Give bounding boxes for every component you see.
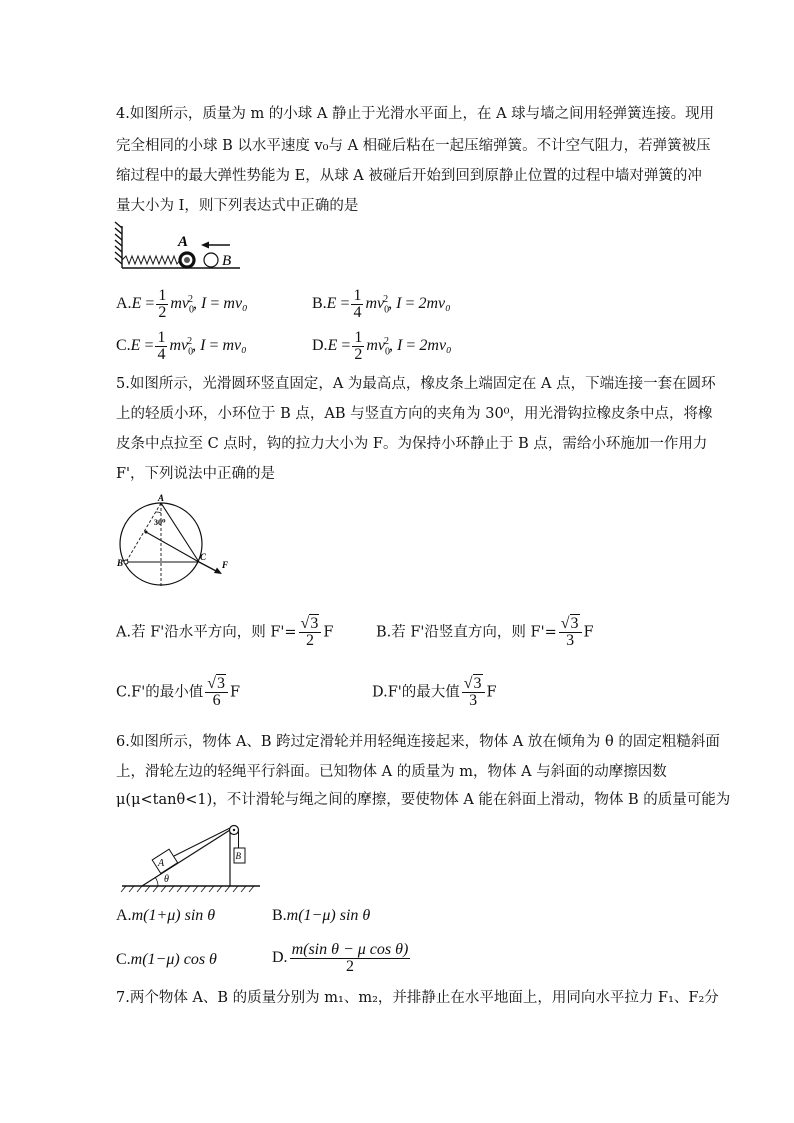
q5-option-d[interactable]: D.F'的最大值 $\frac{√3}{3}$ F	[372, 675, 497, 709]
q5-option-b[interactable]: B.若 F'沿竖直方向，则 F'= $\frac{√3}{3}$ F	[376, 615, 594, 649]
q5-line-3: 皮条中点拉至 C 点时，钩的拉力大小为 F。为保持小环静止于 B 点，需给小环施加一作用力	[116, 436, 708, 452]
label-angle: 30⁰	[154, 518, 166, 527]
ball-b	[204, 253, 218, 267]
q4-option-d[interactable]: D.E = $\frac{1}{2}$ $mv_0^2$, I = 2mv₀	[312, 329, 452, 363]
q6-option-d[interactable]: D. $\frac{\text{m(sin θ − μ cos θ)}}{2}$	[272, 941, 409, 975]
q5-option-c[interactable]: C.F'的最小值 $\frac{√3}{6}$ F	[116, 675, 241, 709]
q4-line-4: 量大小为 I，则下列表达式中正确的是	[116, 198, 359, 214]
label-b: B	[235, 851, 241, 861]
angle-arc	[156, 512, 161, 513]
theta-arc	[156, 878, 159, 886]
label-a: A	[158, 493, 165, 503]
q4-line-1: 4.如图所示，质量为 m 的小球 A 静止于光滑水平面上，在 A 球与墙之间用轻弹簧连接。现用	[116, 106, 715, 122]
label-f: F	[222, 560, 229, 570]
q4-option-c[interactable]: C.E = $\frac{1}{4}$ $mv_0^2$, I = mv₀	[116, 329, 247, 363]
q5-line-4: F'，下列说法中正确的是	[116, 466, 276, 482]
q6-incline-diagram	[118, 814, 268, 894]
wall	[115, 222, 122, 268]
q4-option-b[interactable]: B.E = $\frac{1}{4}$ $mv_0^2$, I = 2mv₀	[312, 287, 451, 321]
q7-line-1: 7.两个物体 A、B 的质量分别为 m₁、m₂，并排静止在水平地面上，用同向水平拉力 F₁、F₂分	[116, 990, 719, 1006]
label-theta: θ	[164, 874, 169, 885]
q4-option-a[interactable]: A.E = $\frac{1}{2}$ $mv_0^2$, I = mv₀	[116, 287, 248, 321]
q4-line-2: 完全相同的小球 B 以水平速度 v₀与 A 相碰后粘在一起压缩弹簧。不计空气阻力，若弹簧被压	[116, 138, 711, 154]
label-b: B	[117, 558, 124, 568]
rope-incline	[174, 827, 232, 856]
band-ac	[161, 503, 199, 562]
q6-option-a[interactable]: A.m(1+μ) sin θ	[116, 907, 216, 924]
chord-ab-dashed	[126, 503, 161, 562]
q4-line-3: 缩过程中的最大弹性势能为 E，从球 A 被碰后开始到回到原静止位置的过程中墙对弹簧的冲	[116, 168, 702, 184]
q5-line-1: 5.如图所示，光滑圆环竖直固定，A 为最高点，橡皮条上端固定在 A 点，下端连接一套在圆环	[116, 376, 716, 392]
small-ring-b	[124, 560, 128, 564]
label-b: B	[222, 253, 232, 269]
block-a	[152, 849, 177, 873]
spring	[122, 256, 181, 264]
q6-option-b[interactable]: B.m(1−μ) sin θ	[272, 907, 371, 924]
force-f-arrow	[199, 562, 218, 572]
q6-line-2: 上，滑轮左边的轻绳平行斜面。已知物体 A 的质量为 m，物体 A 与斜面的动摩擦因数	[116, 764, 667, 780]
q5-option-a[interactable]: A.若 F'沿水平方向，则 F'= $\frac{√3}{2}$ F	[116, 615, 334, 649]
label-a: A	[158, 858, 165, 869]
q6-line-3: μ(μ<tanθ<1)，不计滑轮与绳之间的摩擦，要使物体 A 能在斜面上滑动，物体 B 的质量可能为	[116, 792, 731, 808]
q5-line-2: 上的轻质小环，小环位于 B 点，AB 与竖直方向的夹角为 30⁰，用光滑钩拉橡皮条中点，将橡	[116, 406, 713, 422]
band-mid	[146, 532, 199, 562]
q4-spring-diagram	[110, 222, 260, 274]
q6-option-c[interactable]: C.m(1−μ) cos θ	[116, 951, 217, 968]
label-c: C	[200, 552, 207, 562]
q5-ring-diagram	[108, 492, 238, 592]
label-a: A	[178, 234, 189, 250]
q6-line-1: 6.如图所示，物体 A、B 跨过定滑轮并用轻绳连接起来，物体 A 放在倾角为 θ 的固定粗糙斜面	[116, 734, 720, 750]
